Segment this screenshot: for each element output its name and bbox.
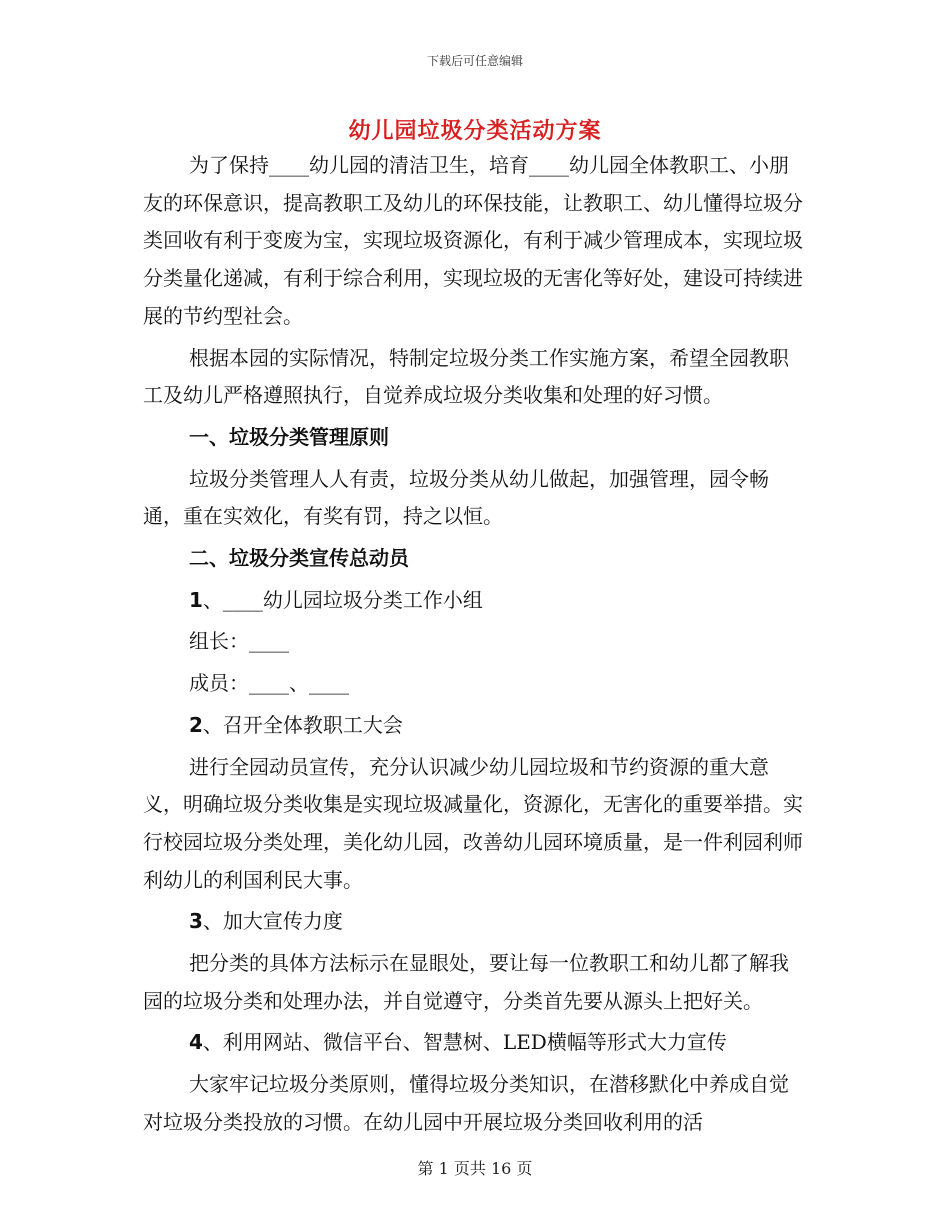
subsection-1-text: 、____幼儿园垃圾分类工作小组 — [202, 587, 483, 612]
subsection-4-number: 4 — [189, 1030, 203, 1055]
subsection-3-text: 、加大宣传力度 — [202, 909, 343, 934]
subsection-4-text: 、利用网站、微信平台、智慧树、LED横幅等形式大力宣传 — [202, 1030, 727, 1055]
subsection-4 — [143, 1024, 803, 1062]
subsection-2-number: 2 — [189, 712, 203, 737]
paragraph-meeting: 进行全园动员宣传，充分认识减少幼儿园垃圾和节约资源的重大意义，明确垃圾分类收集是实现垃圾减量化，资源化，无害化的重要举措。实行校园垃圾分类处理，美化幼儿园，改善幼儿园环境质量，是一件利园利师利幼儿的利国利民大事。 — [143, 754, 803, 892]
members-line: 成员：____、____ — [189, 671, 349, 696]
page-header: 下载后可任意编辑 — [426, 54, 523, 68]
section-heading-principles: 一、垃圾分类管理原则 — [189, 424, 389, 449]
document-title: 幼儿园垃圾分类活动方案 — [348, 119, 602, 144]
document-body — [143, 147, 803, 1142]
subsection-2 — [143, 707, 803, 745]
subsection-2-text: 、召开全体教职工大会 — [202, 712, 403, 737]
subsection-3 — [143, 903, 803, 941]
paragraph-publicity: 把分类的具体方法标示在显眼处，要让每一位教职工和幼儿都了解我园的垃圾分类和处理办法，并自觉遵守，分类首先要从源头上把好关。 — [143, 951, 789, 1013]
section-heading-publicity: 二、垃圾分类宣传总动员 — [189, 546, 409, 571]
paragraph-basis: 根据本园的实际情况，特制定垃圾分类工作实施方案，希望全园教职工及幼儿严格遵照执行，自觉养成垃圾分类收集和处理的好习惯。 — [143, 345, 789, 408]
subsection-3-number: 3 — [189, 909, 203, 934]
subsection-1-number: 1 — [189, 587, 203, 612]
leader-line: 组长：____ — [189, 629, 289, 654]
paragraph-principles: 垃圾分类管理人人有责，垃圾分类从幼儿做起，加强管理，园令畅通，重在实效化，有奖有罚，持之以恒。 — [143, 466, 769, 529]
subsection-1 — [143, 582, 803, 620]
paragraph-habits: 大家牢记垃圾分类原则，懂得垃圾分类知识，在潜移默化中养成自觉对垃圾分类投放的习惯。在幼儿园中开展垃圾分类回收利用的活 — [143, 1072, 789, 1134]
page-footer: 第 1 页共 16 页 — [417, 1159, 533, 1178]
paragraph-intro: 为了保持____幼儿园的清洁卫生，培育____幼儿园全体教职工、小朋友的环保意识，提高教职工及幼儿的环保技能，让教职工、幼儿懂得垃圾分类回收有利于变废为宝，实现垃圾资源化，有利于减少管理成本，实现垃圾分类量化递减，有利于综合利用，实现垃圾的无害化等好处，建设可持续进展的节约型社会。 — [143, 153, 803, 328]
